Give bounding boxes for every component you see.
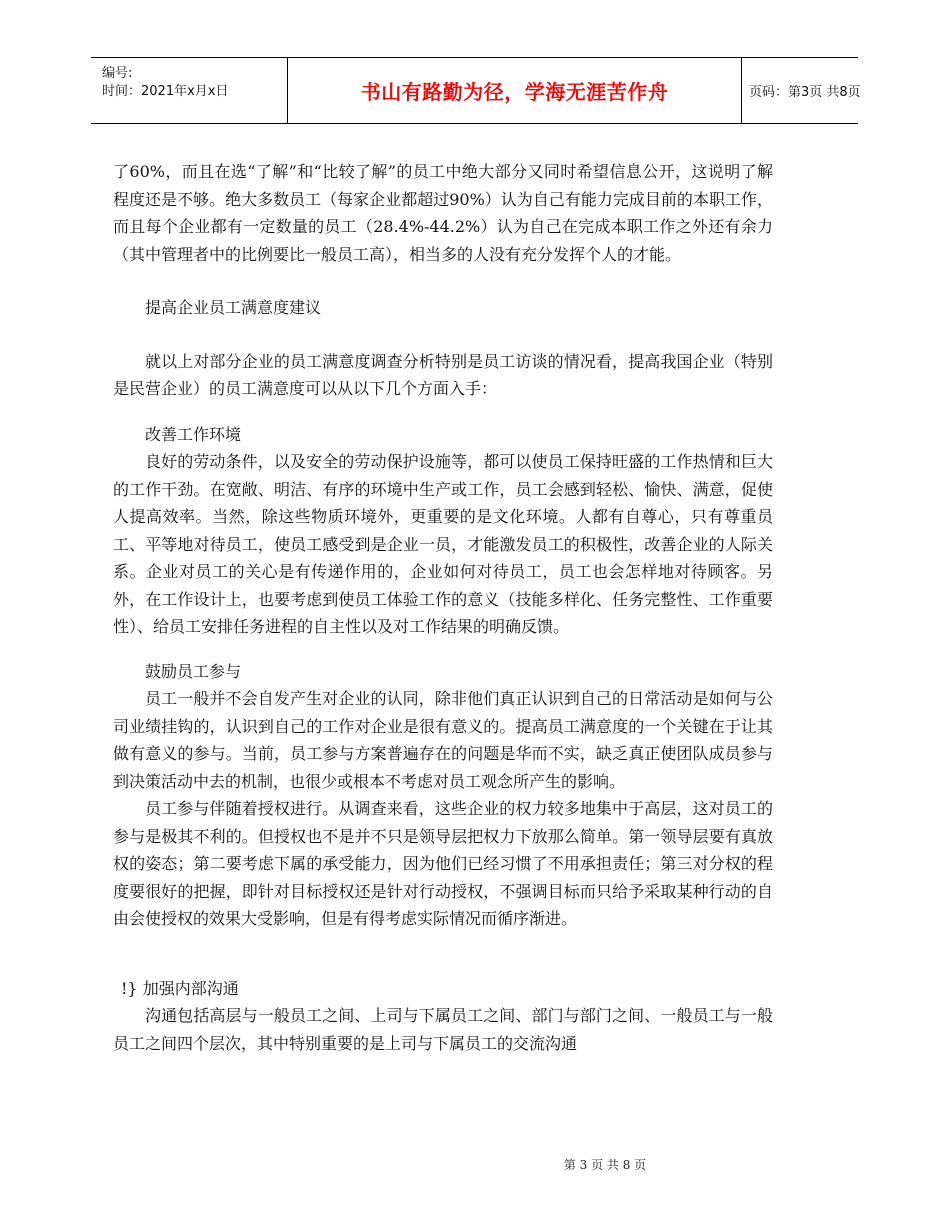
paragraph-intro: 就以上对部分企业的员工满意度调查分析特别是员工访谈的情况看，提高我国企业（特别是民营企业）的员工满意度可以从以下几个方面入手： (113, 351, 773, 398)
header-motto: 书山有路勤为径，学海无涯苦作舟 (360, 80, 669, 104)
date-label: 时间：2021年x月x日 (102, 84, 229, 99)
document-body (113, 158, 773, 1057)
subheading-communication: !} 加强内部沟通 (121, 978, 239, 998)
paragraph-communication: 沟通包括高层与一般员工之间、上司与下属员工之间、部门与部门之间、一般员工与一般员工之间四个层次，其中特别重要的是上司与下属员工的交流沟通 (113, 1006, 773, 1053)
paragraph-participation-1: 员工一般并不会自发产生对企业的认同，除非他们真正认识到自己的日常活动是如何与公司业绩挂钩的，认识到自己的工作对企业是很有意义的。提高员工满意度的一个关键在于让其做有意义的参与。当前，员工参与方案普遍存在的问题是华而不实，缺乏真正使团队成员参与到决策活动中去的机制，也很少或根本不考虑对员工观念所产生的影响。 (113, 689, 773, 791)
paragraph-environment: 良好的劳动条件，以及安全的劳动保护设施等，都可以使员工保持旺盛的工作热情和巨大的工作干劲。在宽敞、明洁、有序的环境中生产或工作，员工会感到轻松、愉快、满意，促使人提高效率。当然，除这些物质环境外，更重要的是文化环境。人都有自尊心，只有尊重员工、平等地对待员工，使员工感受到是企业一员，才能激发员工的积极性，改善企业的人际关系。企业对员工的关心是有传递作用的，企业如何对待员工，员工也会怎样地对待顾客。另外，在工作设计上，也要考虑到使员工体验工作的意义（技能多样化、任务完整性、工作重要性）、给员工安排任务进程的自主性以及对工作结果的明确反馈。 (113, 452, 773, 636)
paragraph-participation-2: 员工参与伴随着授权进行。从调查来看，这些企业的权力较多地集中于高层，这对员工的参与是极其不利的。但授权也不是并不只是领导层把权力下放那么简单。第一领导层要有真放权的姿态；第二要考虑下属的承受能力，因为他们已经习惯了不用承担责任；第三对分权的程度要很好的把握，即针对目标授权还是针对行动授权，不强调目标而只给予采取某种行动的自由会使授权的效果大受影响，但是有得考虑实际情况而循序渐进。 (113, 799, 773, 928)
page-footer: 第 3 页 共 8 页 (563, 1158, 647, 1172)
header-meta (91, 58, 287, 123)
subheading-participation: 鼓励员工参与 (145, 661, 242, 681)
serial-label: 编号: (102, 66, 133, 81)
page-header (91, 57, 861, 124)
header-page-cell (741, 58, 866, 123)
section-heading-suggestions: 提高企业员工满意度建议 (145, 298, 322, 317)
paragraph-continued: 了60%，而且在选“了解”和“比较了解”的员工中绝大部分又同时希望信息公开，这说明了解程度还是不够。绝大多数员工（每家企业都超过90%）认为自己有能力完成目前的本职工作，而且每个企业都有一定数量的员工（28.4%-44.2%）认为自己在完成本职工作之外还有余力（其中管理者中的比例要比一般员工高），相当多的人没有充分发挥个人的才能。 (113, 162, 773, 264)
header-motto-cell (287, 58, 742, 123)
header-page-info: 页码：第3页 共8页 (749, 85, 861, 100)
subheading-environment: 改善工作环境 (145, 424, 242, 444)
